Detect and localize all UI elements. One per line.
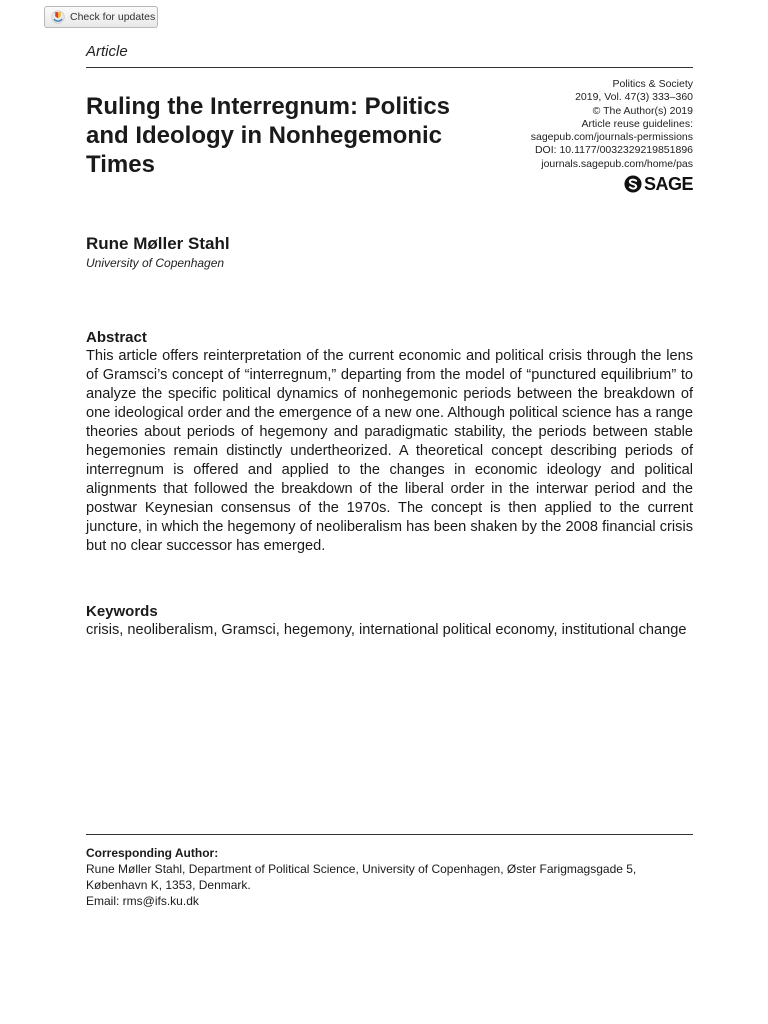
journal-homepage-link[interactable]: journals.sagepub.com/home/pas [541,157,693,170]
abstract-text: This article offers reinterpretation of the current economic and political crisis through the lens of Gramsci’s concept of “interregnum,” departing from the model of “punctured equilibrium” to analyze the specific political dynamics of nonhegemonic periods between the breakdown of one ideological order and the emergence of a new one. Although political science has a range theories about periods of hegemony and paradigmatic stability, the periods between stable hegemonies remain distinctly undertheorized. A theoretical concept describing periods of interregnum is offered and applied to the changes in economic ideology and political alignments that followed the breakdown of the liberal order in the interwar period and the postwar Keynesian consensus of the 1970s. The concept is then applied to the current juncture, in which the hegemony of neoliberalism has been shaken by the 2008 financial crisis but no clear successor has emerged. [86,348,693,554]
journal-metadata [453,78,693,171]
keywords-section [86,602,693,640]
abstract-section [86,328,693,556]
check-for-updates-button[interactable] [44,6,158,28]
author-affiliation: University of Copenhagen [86,256,225,270]
reuse-guidelines-label: Article reuse guidelines: [581,117,693,130]
crossmark-icon [51,10,65,24]
copyright-notice: © The Author(s) 2019 [592,104,693,117]
article-title: Ruling the Interregnum: Politics and Ideology in Nonhegemonic Times [86,93,451,178]
article-type-label: Article [86,43,128,60]
abstract-heading: Abstract [86,329,147,346]
sage-s-icon [624,175,642,193]
journal-volume: 2019, Vol. 47(3) 333–360 [575,91,693,104]
corresponding-author-address: Rune Møller Stahl, Department of Political Science, University of Copenhagen, Øster Farigmagsgade 5, København K, 1353, Denmark. [86,862,637,892]
sage-logo [624,174,693,194]
corresponding-author-section [86,845,693,909]
keywords-text: crisis, neoliberalism, Gramsci, hegemony, international political economy, institutional change [86,622,687,638]
permissions-link[interactable]: sagepub.com/journals-permissions [530,131,693,144]
corresponding-author-heading: Corresponding Author: [86,846,219,860]
keywords-heading: Keywords [86,603,158,620]
doi[interactable]: DOI: 10.1177/0032329219851896 [534,144,693,157]
corresponding-author-email[interactable]: Email: rms@ifs.ku.dk [86,894,199,908]
author-name: Rune Møller Stahl [86,234,230,253]
footnote-divider [86,834,693,835]
sage-wordmark: SAGE [643,173,693,194]
journal-name: Politics & Society [612,78,693,90]
check-for-updates-label: Check for updates [70,11,156,23]
header-divider [86,67,693,68]
